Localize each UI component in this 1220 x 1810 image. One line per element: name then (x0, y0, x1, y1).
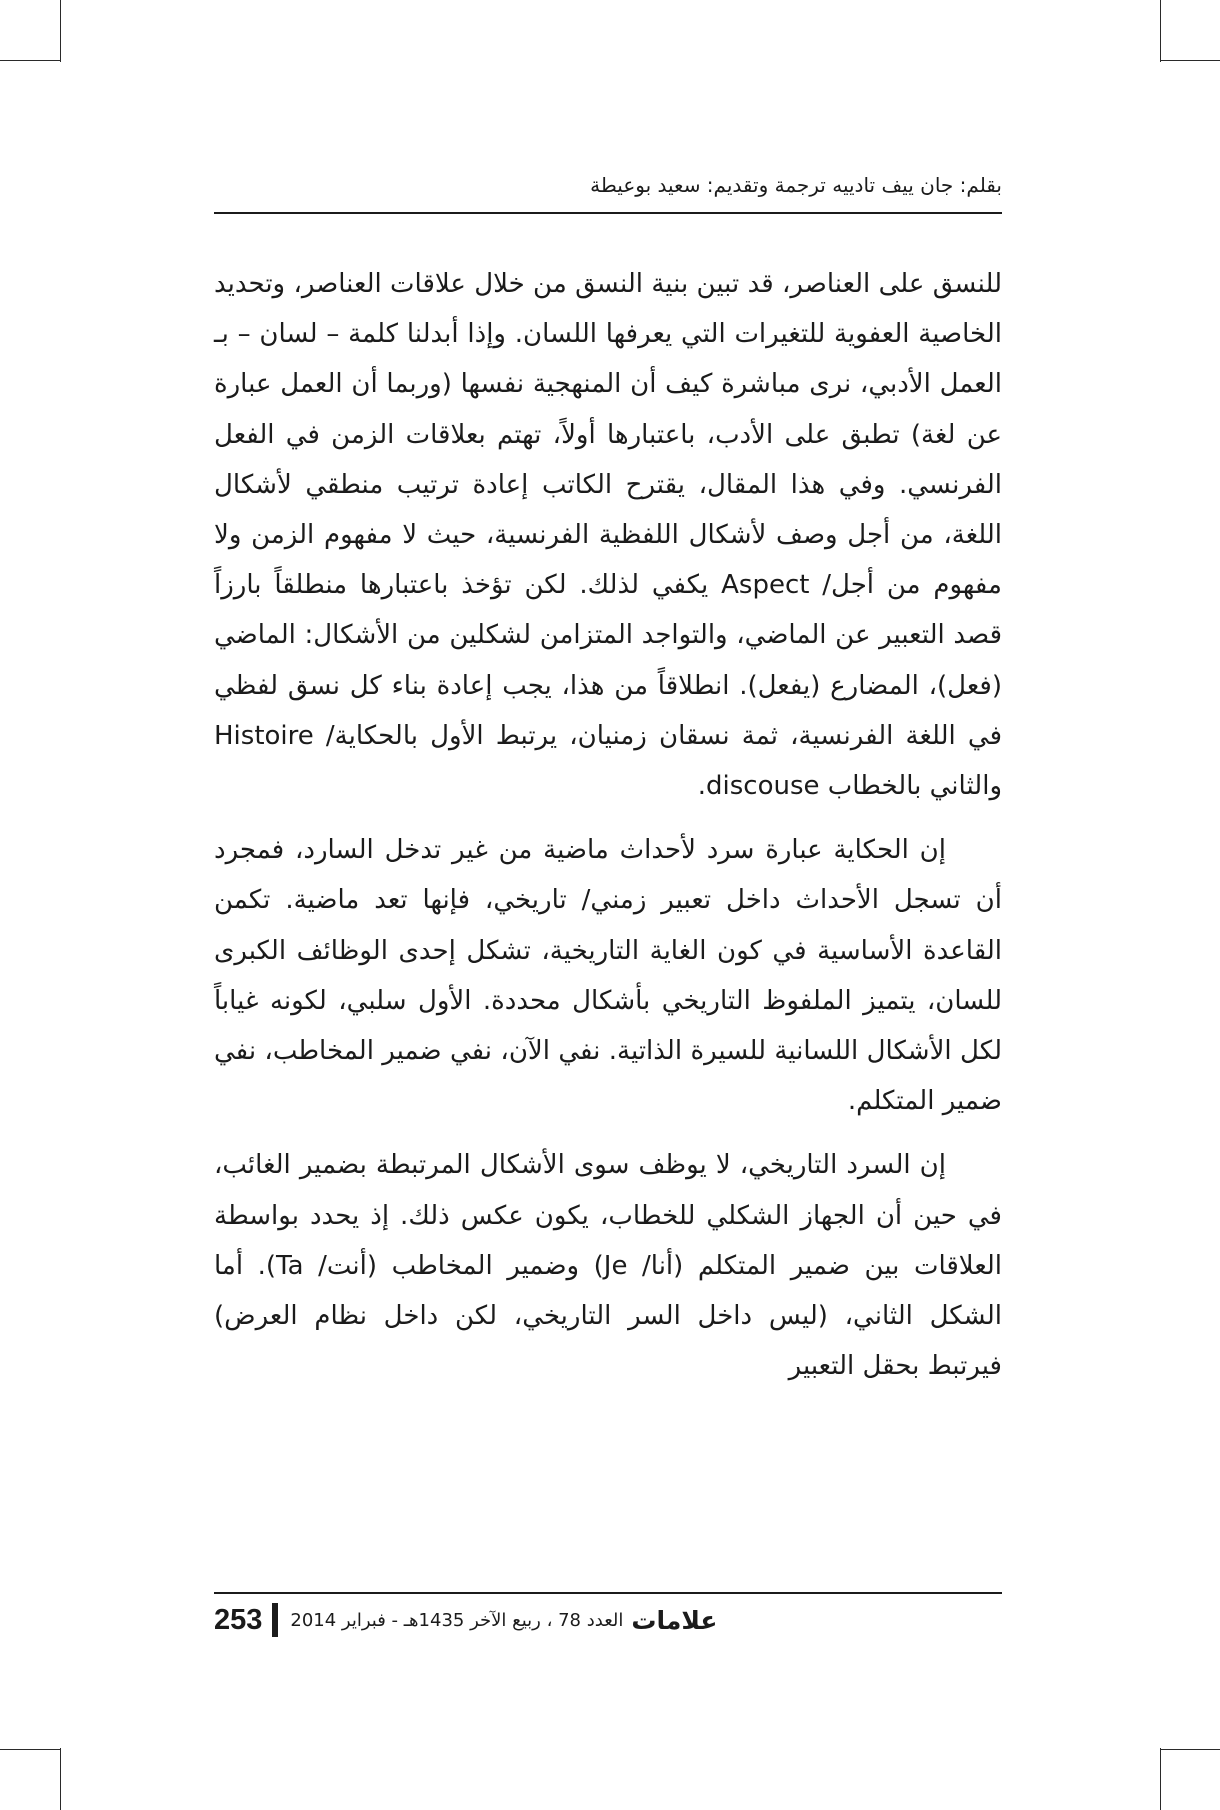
article-body (214, 259, 1002, 1391)
crop-mark (1160, 60, 1220, 61)
crop-mark (60, 1748, 61, 1810)
crop-mark (1160, 1749, 1220, 1750)
body-paragraph: إن الحكاية عبارة سرد لأحداث ماضية من غير تدخل السارد، فمجرد أن تسجل الأحداث داخل تعبير زمني/ تاريخي، فإنها تعد ماضية. تكمن القاعدة الأساسية في كون الغاية التاريخية، تشكل إحدى الوظائف الكبرى للسان، يتميز الملفوظ التاريخي بأشكال محددة. الأول سلبي، لكونه غياباً لكل الأشكال اللسانية للسيرة الذاتية. نفي الآن، نفي ضمير المخاطب، نفي ضمير المتكلم. (214, 835, 1002, 1117)
page-number: 253 (214, 1603, 263, 1636)
crop-mark (60, 0, 61, 62)
crop-mark (1160, 0, 1161, 62)
running-title: بقلم: جان ييف تادييه ترجمة وتقديم: سعيد بوعيطة (590, 173, 1002, 197)
footer-separator (272, 1603, 278, 1637)
issue-info: العدد 78 ، ربيع الآخر 1435هـ - فبراير 2014 (290, 1609, 624, 1631)
footer-divider (214, 1592, 1002, 1594)
header-divider (214, 212, 1002, 214)
journal-logo: علامات (631, 1605, 718, 1635)
crop-mark (1160, 1748, 1161, 1810)
crop-mark (0, 60, 60, 61)
crop-mark (0, 1749, 60, 1750)
page-footer (214, 1600, 814, 1640)
body-paragraph: للنسق على العناصر، قد تبين بنية النسق من خلال علاقات العناصر، وتحديد الخاصية العفوية للتغيرات التي يعرفها اللسان. وإذا أبدلنا كلمة – لسان – بـ العمل الأدبي، نرى مباشرة كيف أن المنهجية نفسها (وربما أن العمل عبارة عن لغة) تطبق على الأدب، باعتبارها أولاً، تهتم بعلاقات الزمن في الفعل الفرنسي. وفي هذا المقال، يقترح الكاتب إعادة ترتيب منطقي لأشكال اللغة، من أجل وصف لأشكال اللفظية الفرنسية، حيث لا مفهوم الزمن ولا مفهوم من أجل/ Aspect يكفي لذلك. لكن تؤخذ باعتبارها منطلقاً بارزاً قصد التعبير عن الماضي، والتواجد المتزامن لشكلين من الأشكال: الماضي (فعل)، المضارع (يفعل). انطلاقاً من هذا، يجب إعادة بناء كل نسق لفظي في اللغة الفرنسية، ثمة نسقان زمنيان، يرتبط الأول بالحكاية/ Histoire والثاني بالخطاب discouse. (214, 269, 1002, 802)
body-paragraph: إن السرد التاريخي، لا يوظف سوى الأشكال المرتبطة بضمير الغائب، في حين أن الجهاز الشكلي للخطاب، يكون عكس ذلك. إذ يحدد بواسطة العلاقات بين ضمير المتكلم (أنا/ Je) وضمير المخاطب (أنت/ Ta). أما الشكل الثاني، (ليس داخل السر التاريخي، لكن داخل نظام العرض) فيرتبط بحقل التعبير (214, 1150, 1003, 1382)
